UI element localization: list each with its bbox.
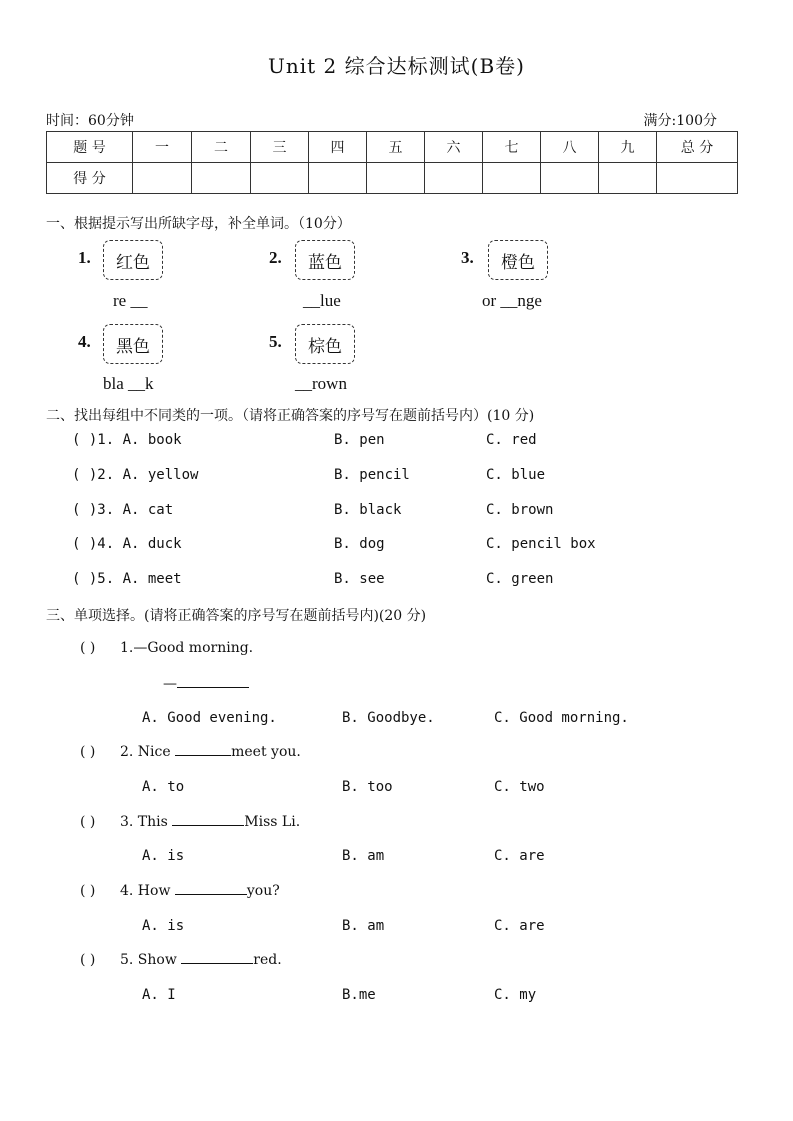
option-c: C. my: [494, 987, 537, 1003]
answer-bracket: ( ): [80, 640, 96, 656]
stem-text: you?: [246, 883, 280, 899]
color-hint-box: 棕色: [295, 324, 355, 364]
blank-line: [181, 962, 253, 964]
header-cell: 七: [483, 132, 541, 163]
answer-bracket: ( ): [80, 814, 96, 830]
item-number: 5.: [269, 332, 282, 351]
header-cell: 一: [133, 132, 192, 163]
header-cell: 总 分: [657, 132, 738, 163]
score-cell[interactable]: [541, 163, 599, 194]
stem-text: 2. Nice: [120, 744, 176, 760]
option-c: C. two: [494, 779, 545, 795]
stem-text: Miss Li.: [244, 814, 301, 830]
score-cell[interactable]: [309, 163, 367, 194]
blank-line: [172, 824, 244, 826]
item-number: 2.: [269, 248, 282, 267]
word-blank: re __: [113, 291, 148, 310]
color-hint-box: 红色: [103, 240, 163, 280]
header-cell: 二: [192, 132, 251, 163]
header-cell: 四: [309, 132, 367, 163]
full-score-label: 满分:100分: [643, 113, 717, 129]
section1-heading: 一、根据提示写出所缺字母，补全单词。（10分）: [46, 216, 351, 232]
header-cell: 三: [251, 132, 309, 163]
option-c: C. red: [486, 432, 537, 448]
score-cell[interactable]: [657, 163, 738, 194]
score-table-score-row: [47, 163, 738, 194]
score-cell[interactable]: [599, 163, 657, 194]
option-a: A. I: [142, 987, 176, 1003]
option-c: C. green: [486, 571, 554, 587]
question-stem: [120, 814, 300, 830]
color-hint-box: 黑色: [103, 324, 163, 364]
option-b: B. see: [334, 571, 385, 587]
answer-bracket: ( ): [80, 744, 96, 760]
question-stem: [120, 952, 282, 968]
option-b: B. pencil: [334, 467, 410, 483]
word-blank: bla __k: [103, 374, 154, 393]
option-b: B. am: [342, 918, 385, 934]
stem-text: meet you.: [231, 744, 301, 760]
score-cell[interactable]: [425, 163, 483, 194]
dash: —: [163, 676, 177, 692]
word-blank: __lue: [303, 291, 341, 310]
item-number: 1.: [78, 248, 91, 267]
time-label: 时间：60分钟: [46, 113, 134, 129]
item-number: 3.: [461, 248, 474, 267]
header-cell: 六: [425, 132, 483, 163]
option-a: A. is: [142, 918, 185, 934]
option-row-prefix: ( )1. A. book: [72, 432, 182, 448]
option-row-prefix: ( )4. A. duck: [72, 536, 182, 552]
stem-text: 3. This: [120, 814, 173, 830]
header-cell: 题 号: [47, 132, 133, 163]
section2-heading: 二、找出每组中不同类的一项。（请将正确答案的序号写在题前括号内）(10 分): [46, 408, 535, 424]
option-a: A. to: [142, 779, 185, 795]
section3-heading: 三、单项选择。(请将正确答案的序号写在题前括号内)(20 分): [46, 608, 427, 624]
header-cell: 五: [367, 132, 425, 163]
score-table-header-row: [47, 132, 738, 163]
option-c: C. are: [494, 848, 545, 864]
word-blank: or __nge: [482, 291, 542, 310]
item-number: 4.: [78, 332, 91, 351]
question-stem: 1.—Good morning.: [120, 640, 254, 656]
score-cell[interactable]: [483, 163, 541, 194]
option-b: B.me: [342, 987, 376, 1003]
score-cell[interactable]: [133, 163, 192, 194]
option-row-prefix: ( )3. A. cat: [72, 502, 174, 518]
question-stem: [120, 744, 301, 760]
row-label: 得 分: [47, 163, 133, 194]
blank-line: [175, 754, 231, 756]
answer-line: [163, 676, 249, 692]
answer-bracket: ( ): [80, 883, 96, 899]
option-c: C. brown: [486, 502, 554, 518]
option-b: B. dog: [334, 536, 385, 552]
question-stem: [120, 883, 280, 899]
color-hint-box: 蓝色: [295, 240, 355, 280]
stem-text: red.: [253, 952, 282, 968]
blank-line: [177, 686, 249, 688]
option-b: B. Goodbye.: [342, 710, 435, 726]
option-row-prefix: ( )2. A. yellow: [72, 467, 199, 483]
score-cell[interactable]: [192, 163, 251, 194]
stem-text: 5. Show: [120, 952, 182, 968]
word-blank: __rown: [295, 374, 347, 393]
option-c: C. Good morning.: [494, 710, 629, 726]
color-hint-box: 橙色: [488, 240, 548, 280]
option-c: C. are: [494, 918, 545, 934]
score-cell[interactable]: [251, 163, 309, 194]
option-c: C. blue: [486, 467, 546, 483]
page-title: Unit 2 综合达标测试(B卷): [268, 54, 525, 78]
header-cell: 九: [599, 132, 657, 163]
option-a: A. Good evening.: [142, 710, 277, 726]
option-a: A. is: [142, 848, 185, 864]
option-b: B. am: [342, 848, 385, 864]
score-table: [46, 131, 738, 194]
stem-text: 4. How: [120, 883, 175, 899]
option-c: C. pencil box: [486, 536, 596, 552]
answer-bracket: ( ): [80, 952, 96, 968]
option-b: B. black: [334, 502, 402, 518]
option-b: B. too: [342, 779, 393, 795]
option-b: B. pen: [334, 432, 385, 448]
blank-line: [175, 893, 247, 895]
score-cell[interactable]: [367, 163, 425, 194]
header-cell: 八: [541, 132, 599, 163]
option-row-prefix: ( )5. A. meet: [72, 571, 182, 587]
